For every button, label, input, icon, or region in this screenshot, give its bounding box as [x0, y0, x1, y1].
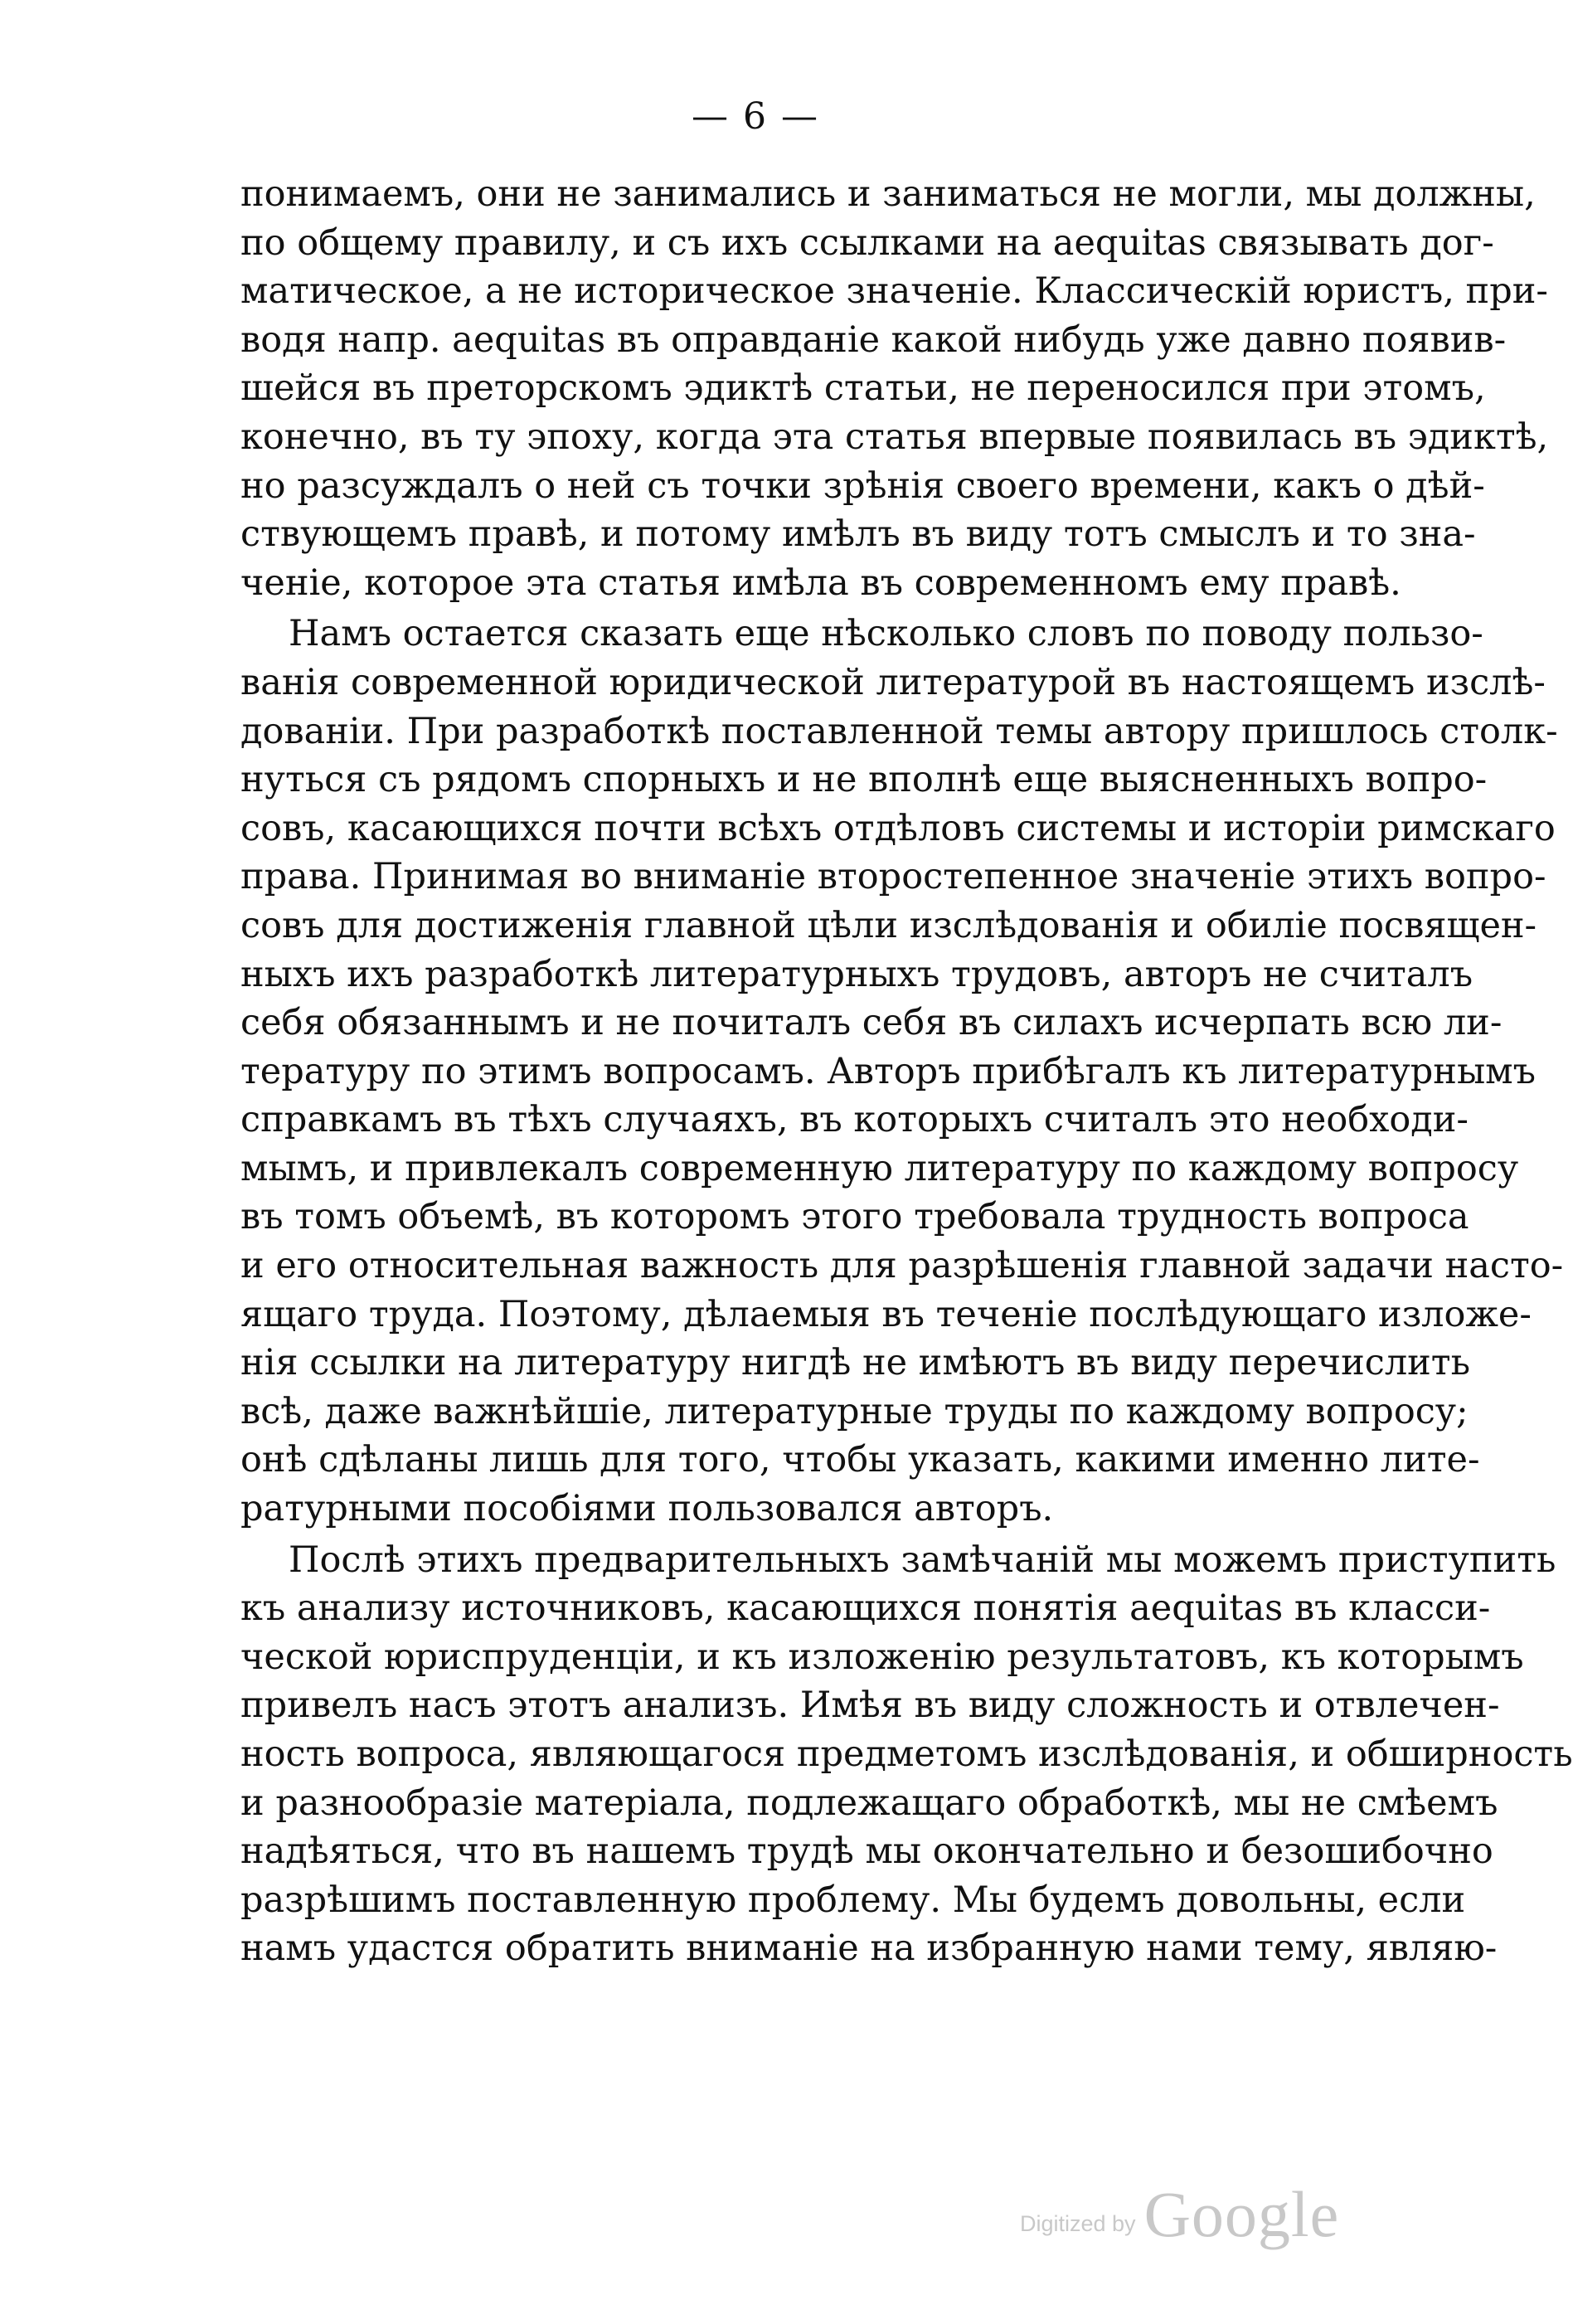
- text-line: ченiе, которое эта статья имѣла въ современномъ ему правѣ.: [240, 562, 1401, 604]
- text-line: мымъ, и привлекалъ современную литературу по каждому вопросу: [240, 1147, 1519, 1189]
- text-line: шейся въ преторскомъ эдиктѣ статьи, не переносился при этомъ,: [240, 367, 1486, 410]
- google-watermark: [1020, 2177, 1368, 2252]
- text-line: въ томъ объемѣ, въ которомъ этого требовала трудность вопроса: [240, 1196, 1469, 1238]
- text-line: но разсуждалъ о ней съ точки зрѣнiя своего времени, какъ о дѣй-: [240, 464, 1485, 507]
- text-line: ность вопроса, являющагося предметомъ изслѣдованiя, и обширность: [240, 1733, 1573, 1775]
- text-line: себя обязаннымъ и не почиталъ себя въ силахъ исчерпать всю ли-: [240, 1002, 1503, 1044]
- page-number: — 6 —: [692, 95, 819, 138]
- text-line: Послѣ этихъ предварительныхъ замѣчанiй мы можемъ приступить: [289, 1539, 1556, 1581]
- text-line: ванiя современной юридической литературой въ настоящемъ изслѣ-: [240, 661, 1546, 703]
- text-line: понимаемъ, они не занимались и заниматься не могли, мы должны,: [240, 173, 1536, 215]
- text-line: и разнообразiе матерiала, подлежащаго обработкѣ, мы не смѣемъ: [240, 1782, 1498, 1824]
- text-line: ствующемъ правѣ, и потому имѣлъ въ виду тотъ смыслъ и то зна-: [240, 513, 1476, 556]
- paragraph-2: [240, 610, 1564, 1533]
- text-line: матическое, а не историческое значенiе. Классическiй юристъ, при-: [240, 270, 1548, 313]
- text-line: нiя ссылки на литературу нигдѣ не имѣютъ въ виду перечислить: [240, 1342, 1470, 1384]
- text-line: конечно, въ ту эпоху, когда эта статья впервые появилась въ эдиктѣ,: [240, 416, 1549, 458]
- watermark-prefix: Digitized by: [1020, 2211, 1136, 2236]
- text-line: всѣ, даже важнѣйшiе, литературные труды по каждому вопросу;: [240, 1390, 1469, 1432]
- text-line: водя напр. aequitas въ оправданiе какой нибудь уже давно появив-: [240, 318, 1507, 361]
- text-line: справкамъ въ тѣхъ случаяхъ, въ которыхъ считалъ это необходи-: [240, 1099, 1469, 1141]
- text-line: ратурными пособiями пользовался авторъ.: [240, 1488, 1054, 1530]
- text-line: къ анализу источниковъ, касающихся понятiя aequitas въ класси-: [240, 1587, 1491, 1630]
- text-line: права. Принимая во вниманiе второстепенное значенiе этихъ вопро-: [240, 856, 1546, 898]
- text-line: по общему правилу, и съ ихъ ссылками на aequitas связывать дог-: [240, 221, 1494, 264]
- paragraph-3: [240, 1536, 1573, 1973]
- text-line: разрѣшимъ поставленную проблему. Мы будемъ довольны, если: [240, 1879, 1466, 1921]
- body-text: [240, 170, 1573, 1976]
- text-line: ческой юриспруденцiи, и къ изложенiю результатовъ, къ которымъ: [240, 1636, 1524, 1678]
- text-line: дованiи. При разработкѣ поставленной темы автору пришлось столк-: [240, 710, 1558, 752]
- paragraph-1: [240, 170, 1549, 607]
- text-line: намъ удастся обратить вниманiе на избранную нами тему, являю-: [240, 1928, 1498, 1970]
- google-logo: Google: [1143, 2178, 1340, 2250]
- text-line: совъ для достиженiя главной цѣли изслѣдованiя и обилiе посвящен-: [240, 904, 1537, 946]
- text-line: ящаго труда. Поэтому, дѣлаемыя въ теченiе послѣдующаго изложе-: [240, 1293, 1532, 1335]
- text-line: ныхъ ихъ разработкѣ литературныхъ трудовъ, авторъ не считалъ: [240, 953, 1473, 995]
- text-line: Намъ остается сказать еще нѣсколько словъ по поводу пользо-: [289, 613, 1483, 655]
- text-line: нуться съ рядомъ спорныхъ и не вполнѣ еще выясненныхъ вопро-: [240, 759, 1488, 801]
- text-line: привелъ насъ этотъ анализъ. Имѣя въ виду сложность и отвлечен-: [240, 1685, 1500, 1727]
- text-line: и его относительная важность для разрѣшенiя главной задачи насто-: [240, 1245, 1564, 1287]
- text-line: тературу по этимъ вопросамъ. Авторъ прибѣгалъ къ литературнымъ: [240, 1050, 1536, 1092]
- text-line: совъ, касающихся почти всѣхъ отдѣловъ системы и исторiи римскаго: [240, 807, 1556, 849]
- text-line: надѣяться, что въ нашемъ трудѣ мы окончательно и безошибочно: [240, 1831, 1493, 1873]
- text-line: онѣ сдѣланы лишь для того, чтобы указать, какими именно лите-: [240, 1439, 1480, 1481]
